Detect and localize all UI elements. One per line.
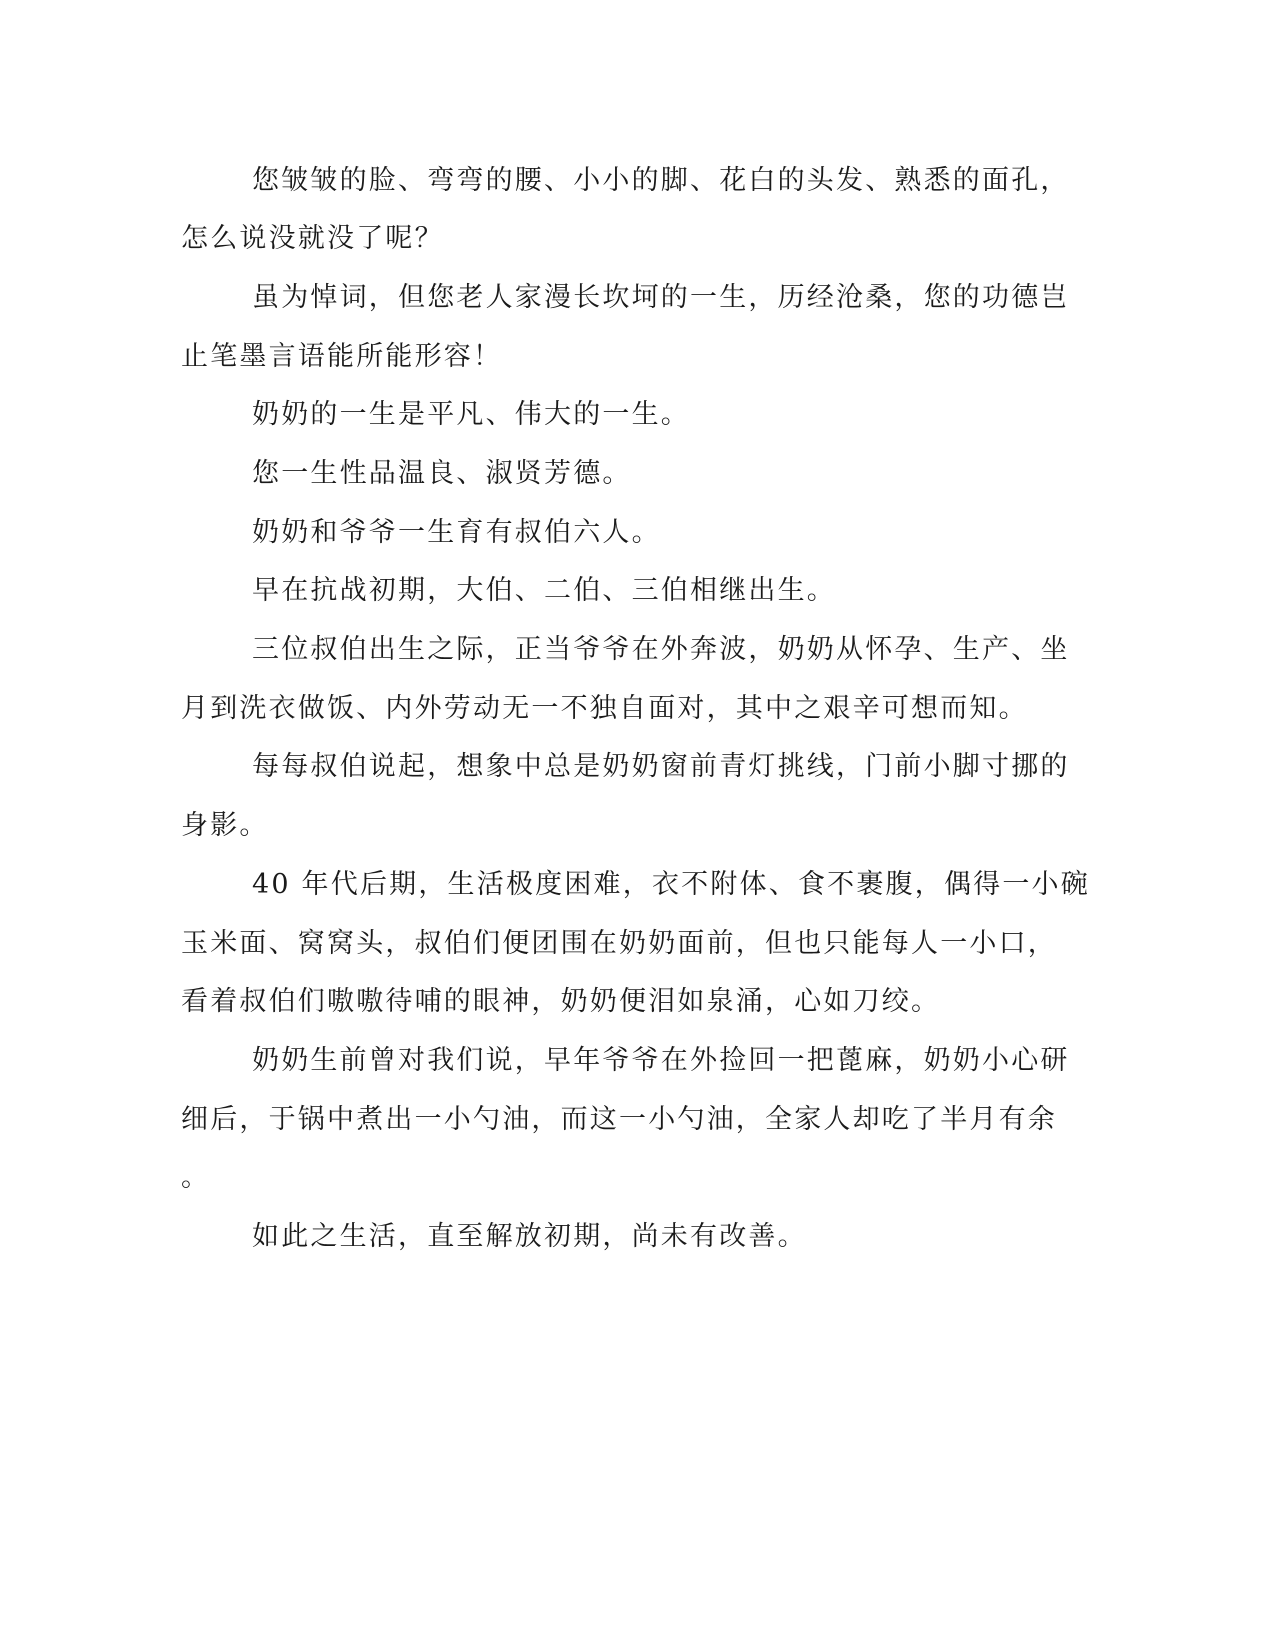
paragraph-11: 如此之生活，直至解放初期，尚未有改善。 xyxy=(252,1221,807,1252)
paragraph-6: 早在抗战初期，大伯、二伯、三伯相继出生。 xyxy=(252,575,836,606)
paragraph-10-line-1: 奶奶生前曾对我们说，早年爷爷在外捡回一把蓖麻，奶奶小心研 xyxy=(252,1045,1070,1076)
paragraph-1-line-1: 您皱皱的脸、弯弯的腰、小小的脚、花白的头发、熟悉的面孔， xyxy=(252,165,1070,196)
paragraph-7-line-1: 三位叔伯出生之际，正当爷爷在外奔波，奶奶从怀孕、生产、坐 xyxy=(252,634,1070,665)
paragraph-10-line-2: 细后，于锅中煮出一小勺油，而这一小勺油，全家人却吃了半月有余 xyxy=(181,1104,1057,1135)
paragraph-8-line-1: 每每叔伯说起，想象中总是奶奶窗前青灯挑线，门前小脚寸挪的 xyxy=(252,751,1070,782)
paragraph-1-line-2: 怎么说没就没了呢？ xyxy=(181,223,444,254)
paragraph-9-line-3: 看着叔伯们嗷嗷待哺的眼神，奶奶便泪如泉涌，心如刀绞。 xyxy=(181,986,941,1017)
paragraph-4: 您一生性品温良、淑贤芳德。 xyxy=(252,458,632,489)
paragraph-8-line-2: 身影。 xyxy=(181,810,269,841)
paragraph-5: 奶奶和爷爷一生育有叔伯六人。 xyxy=(252,517,661,548)
paragraph-7-line-2: 月到洗衣做饭、内外劳动无一不独自面对，其中之艰辛可想而知。 xyxy=(181,693,1028,724)
paragraph-2-line-1: 虽为悼词，但您老人家漫长坎坷的一生，历经沧桑，您的功德岂 xyxy=(252,282,1070,313)
paragraph-2-line-2: 止笔墨言语能所能形容！ xyxy=(181,341,503,372)
paragraph-9-line-1: 40 年代后期，生活极度困难，衣不附体、食不裹腹，偶得一小碗 xyxy=(252,869,1090,900)
paragraph-9-line-2: 玉米面、窝窝头，叔伯们便团围在奶奶面前，但也只能每人一小口， xyxy=(181,928,1057,959)
paragraph-3: 奶奶的一生是平凡、伟大的一生。 xyxy=(252,399,690,430)
paragraph-10-line-3: 。 xyxy=(181,1162,211,1193)
